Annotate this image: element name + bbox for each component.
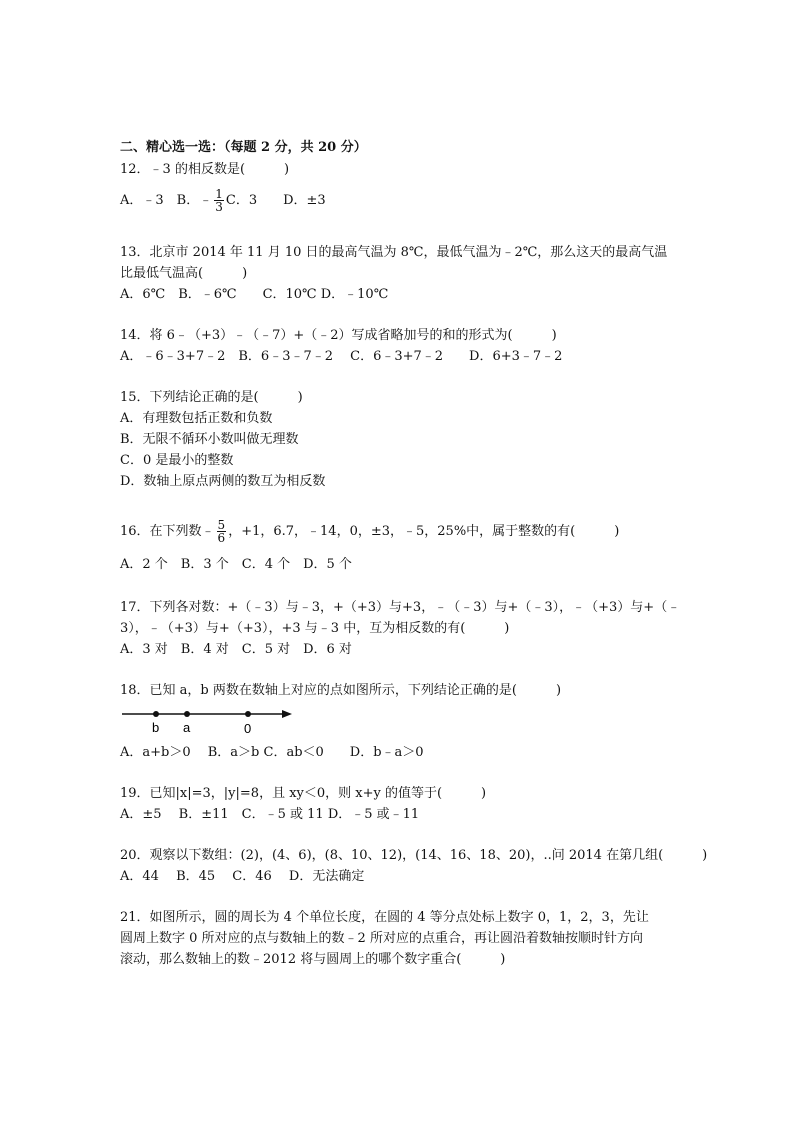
number-line-arrow bbox=[282, 710, 292, 718]
q18-stem: 18．已知 a，b 两数在数轴上对应的点如图所示，下列结论正确的是( ) bbox=[120, 683, 562, 698]
q18-options: A．a+b＞0 B．a＞b C．ab＜0 D．b﹣a＞0 bbox=[120, 745, 424, 760]
q19-stem: 19．已知|x|=3，|y|=8，且 xy＜0，则 x+y 的值等于( ) bbox=[120, 786, 487, 801]
q12-frac-num: 1 bbox=[215, 187, 223, 201]
q20-stem: 20．观察以下数组：(2)，(4、6)，(8、10、12)，(14、16、18、20)，..问 2014 在第几组( ) bbox=[120, 848, 708, 863]
number-line-figure bbox=[120, 704, 300, 736]
q15-option-a: A．有理数包括正数和负数 bbox=[120, 411, 273, 426]
q16-options: A．2 个 B．3 个 C．4 个 D．5 个 bbox=[120, 557, 352, 572]
section-title: 二、精心选一选：（每题 2 分，共 20 分） bbox=[120, 140, 367, 155]
q19-options: A．±5 B．±11 C．﹣5 或 11 D．﹣5 或﹣11 bbox=[120, 807, 420, 822]
q12-options bbox=[120, 188, 326, 214]
point-a bbox=[184, 711, 190, 717]
label-a: a bbox=[183, 720, 191, 735]
q16-fraction bbox=[217, 519, 227, 544]
label-zero: 0 bbox=[244, 721, 252, 736]
q16-stem-post: ，+1，6.7，﹣14，0，±3，﹣5，25%中，属于整数的有( ) bbox=[228, 524, 620, 539]
point-zero bbox=[245, 711, 251, 717]
q17-options: A．3 对 B．4 对 C．5 对 D．6 对 bbox=[120, 642, 352, 657]
q12-frac-sign: ﹣ bbox=[199, 193, 213, 208]
q14-options: A．﹣6﹣3+7﹣2 B．6﹣3﹣7﹣2 C．6﹣3+7﹣2 D．6+3﹣7﹣2 bbox=[120, 349, 563, 364]
q21-line1: 21．如图所示，圆的周长为 4 个单位长度，在圆的 4 等分点处标上数字 0，1，2，3，先让 bbox=[120, 910, 649, 925]
q15-option-c: C．0 是最小的整数 bbox=[120, 453, 234, 468]
point-b bbox=[153, 711, 159, 717]
q12-opt-a: A．﹣3 B． bbox=[120, 193, 200, 208]
q16-stem-pre: 16．在下列数﹣ bbox=[120, 524, 215, 539]
q13-options: A．6℃ B．﹣6℃ C．10℃ D．﹣10℃ bbox=[120, 287, 389, 302]
q15-option-b: B．无限不循环小数叫做无理数 bbox=[120, 432, 299, 447]
q16-frac-num: 5 bbox=[217, 518, 226, 532]
q12-frac-den: 3 bbox=[215, 200, 223, 214]
q13-stem-line1: 13．北京市 2014 年 11 月 10 日的最高气温为 8℃，最低气温为﹣2℃，那么这天的最高气温 bbox=[120, 245, 668, 260]
q21-line3: 滚动，那么数轴上的数﹣2012 将与圆周上的哪个数字重合( ) bbox=[120, 952, 506, 967]
q15-option-d: D．数轴上原点两侧的数互为相反数 bbox=[120, 474, 326, 489]
label-b: b bbox=[152, 720, 160, 735]
q16-stem bbox=[120, 518, 619, 546]
q12-stem: 12．﹣3 的相反数是( ) bbox=[120, 162, 290, 177]
q12-fraction bbox=[214, 188, 224, 213]
q13-stem-line2: 比最低气温高( ) bbox=[120, 266, 248, 281]
q16-frac-den: 6 bbox=[217, 531, 226, 545]
q15-stem: 15．下列结论正确的是( ) bbox=[120, 390, 303, 405]
q12-opt-rest: C．3 D．±3 bbox=[225, 193, 326, 208]
q21-line2: 圆周上数字 0 所对应的点与数轴上的数﹣2 所对应的点重合，再让圆沿着数轴按顺时针方向 bbox=[120, 931, 643, 946]
q17-stem-line2: 3），﹣（+3）与+（+3），+3 与﹣3 中，互为相反数的有( ) bbox=[120, 621, 510, 636]
q20-options: A．44 B．45 C．46 D．无法确定 bbox=[120, 869, 365, 884]
q14-stem: 14．将 6﹣（+3）﹣（﹣7）+（﹣2）写成省略加号的和的形式为( ) bbox=[120, 328, 557, 343]
q17-stem-line1: 17．下列各对数：+（﹣3）与﹣3，+（+3）与+3，﹣（﹣3）与+（﹣3），﹣（+3）与+（﹣ bbox=[120, 600, 681, 615]
